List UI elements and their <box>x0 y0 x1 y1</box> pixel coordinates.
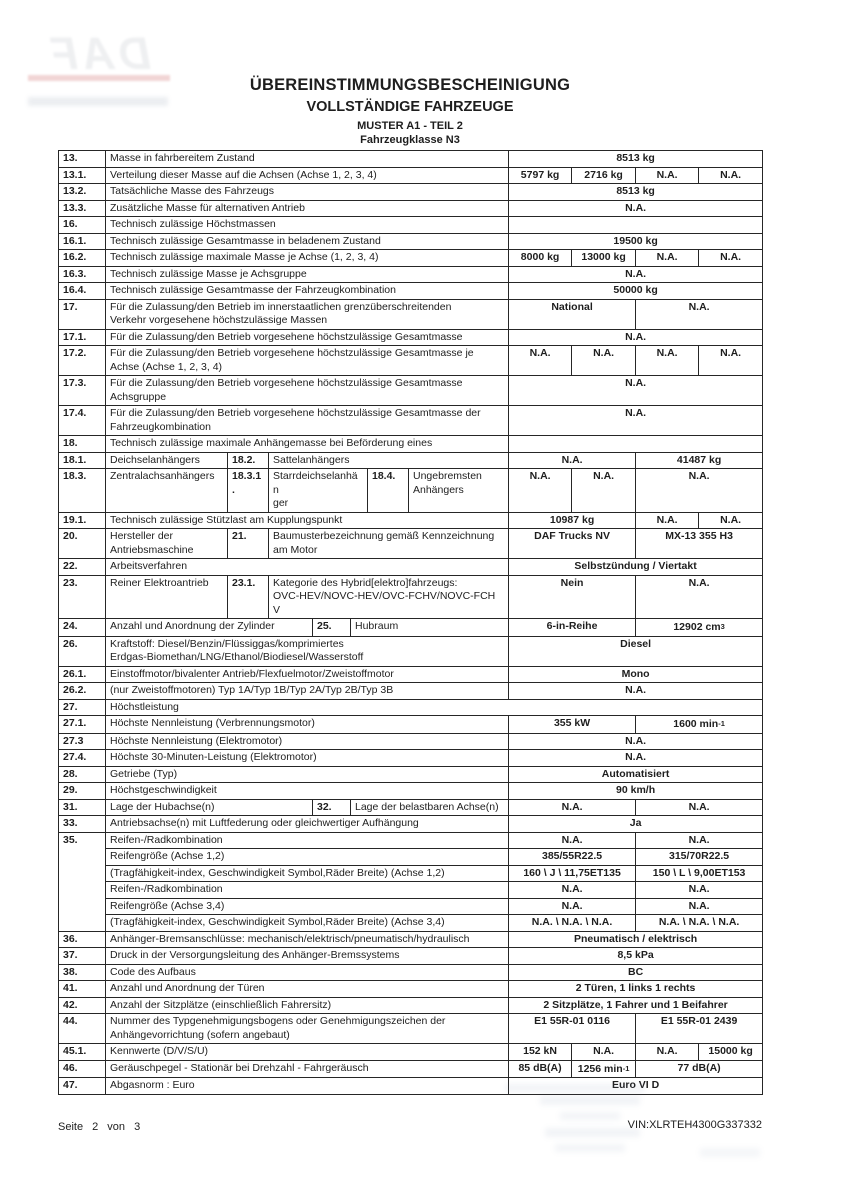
row-number-cell: 35. <box>59 832 106 931</box>
table-row <box>59 964 763 981</box>
table-row <box>59 666 763 683</box>
table-row <box>59 766 763 783</box>
row-label-cell: Für die Zulassung/den Betrieb im innerstaatlichen grenzüberschreitenden Verkehr vorgesehene höchstzulässige Massen <box>106 299 509 329</box>
value-cell: 2 Sitzplätze, 1 Fahrer und 1 Beifahrer <box>509 997 763 1014</box>
value-cell: 1256 min-1 <box>572 1060 636 1078</box>
table-row <box>59 346 763 376</box>
table-row <box>59 575 763 619</box>
row-label-cell: Nummer des Typgenehmigungsbogens oder Genehmigungszeichen der Anhängevorrichtung (sofern angebaut) <box>106 1014 509 1044</box>
value-cell: N.A. <box>572 469 636 513</box>
row-number-cell: 41. <box>59 981 106 998</box>
table-row <box>59 329 763 346</box>
value-cell: N.A. <box>509 376 763 406</box>
table-row <box>59 931 763 948</box>
row-label-cell: Technisch zulässige Masse je Achsgruppe <box>106 266 509 283</box>
value-cell: N.A. <box>572 346 636 376</box>
value-cell: BC <box>509 964 763 981</box>
row-number-cell: 17.2. <box>59 346 106 376</box>
row-number-cell: 26. <box>59 636 106 666</box>
row-number-cell: 21. <box>228 529 269 559</box>
table-row <box>59 915 763 932</box>
value-cell: N.A. <box>509 469 572 513</box>
value-cell: DAF Trucks NV <box>509 529 636 559</box>
row-label-cell: Technisch zulässige maximale Anhängemasse bei Beförderung eines <box>106 436 509 453</box>
row-number-cell: 26.1. <box>59 666 106 683</box>
value-cell: N.A. <box>509 406 763 436</box>
table-row <box>59 1014 763 1044</box>
table-row <box>59 683 763 700</box>
value-cell: Mono <box>509 666 763 683</box>
row-number-cell: 16.4. <box>59 283 106 300</box>
stamp-smudge <box>555 1144 625 1152</box>
row-number-cell: 44. <box>59 1014 106 1044</box>
row-label-cell: Höchstleistung <box>106 699 763 716</box>
row-number-cell: 22. <box>59 559 106 576</box>
value-cell: N.A. <box>509 750 763 767</box>
value-cell: Nein <box>509 575 636 619</box>
row-number-cell: 17.3. <box>59 376 106 406</box>
daf-logo-watermark: DAF <box>46 28 152 79</box>
value-cell: 5797 kg <box>509 167 572 184</box>
table-row <box>59 184 763 201</box>
value-cell: N.A. <box>509 452 636 469</box>
row-number-cell: 33. <box>59 816 106 833</box>
value-cell: N.A. <box>699 346 763 376</box>
value-cell: N.A. <box>509 346 572 376</box>
row-number-cell: 16.2. <box>59 250 106 267</box>
table-row <box>59 799 763 816</box>
row-number-cell: 26.2. <box>59 683 106 700</box>
table-row <box>59 981 763 998</box>
page-indicator: Seite 2 von 3 <box>58 1121 141 1133</box>
superscript: 3 <box>720 622 725 631</box>
document-header <box>58 76 762 147</box>
row-number-cell: 18.3. <box>59 469 106 513</box>
row-number-cell: 36. <box>59 931 106 948</box>
row-label-cell: Lage der Hubachse(n) <box>106 799 313 816</box>
stamp-smudge <box>505 1084 645 1092</box>
row-label-cell: (nur Zweistoffmotoren) Typ 1A/Typ 1B/Typ 2A/Typ 2B/Typ 3B <box>106 683 509 700</box>
value-cell: 8,5 kPa <box>509 948 763 965</box>
superscript: -1 <box>622 1063 630 1073</box>
row-label-cell: Baumusterbezeichnung gemäß Kennzeichnung am Motor <box>269 529 509 559</box>
table-row <box>59 299 763 329</box>
value-cell: 8513 kg <box>509 151 763 168</box>
table-row <box>59 636 763 666</box>
row-number-cell: 47. <box>59 1078 106 1095</box>
table-row <box>59 151 763 168</box>
table-row <box>59 997 763 1014</box>
row-number-cell: 16. <box>59 217 106 234</box>
table-row <box>59 250 763 267</box>
row-label-cell: Tatsächliche Masse des Fahrzeugs <box>106 184 509 201</box>
vin-text: VIN:XLRTEH4300G337332 <box>627 1119 762 1131</box>
value-cell: 385/55R22.5 <box>509 849 636 866</box>
row-number-cell: 42. <box>59 997 106 1014</box>
table-row <box>59 816 763 833</box>
row-label-cell: Technisch zulässige Stützlast am Kupplungspunkt <box>106 512 509 529</box>
table-row <box>59 469 763 513</box>
value-cell: Pneumatisch / elektrisch <box>509 931 763 948</box>
value-cell: N.A. <box>636 799 763 816</box>
vehicle-class-line: Fahrzeugklasse N3 <box>360 134 460 147</box>
coc-table-body <box>59 151 763 1095</box>
row-number-cell: 17.4. <box>59 406 106 436</box>
row-label-cell: Hersteller der Antriebsmaschine <box>106 529 228 559</box>
value-cell: 160 \ J \ 11,75ET135 <box>509 865 636 882</box>
value-cell: 150 \ L \ 9,00ET153 <box>636 865 763 882</box>
value-cell: N.A. <box>572 1044 636 1061</box>
row-label-cell: Geräuschpegel - Stationär bei Drehzahl - Fahrgeräusch <box>106 1060 509 1078</box>
row-number-cell: 20. <box>59 529 106 559</box>
row-number-cell: 28. <box>59 766 106 783</box>
row-label-cell: Zusätzliche Masse für alternativen Antrieb <box>106 200 509 217</box>
row-label-cell: Reiner Elektroantrieb <box>106 575 228 619</box>
table-row <box>59 376 763 406</box>
row-number-cell: 32. <box>313 799 351 816</box>
row-number-cell: 31. <box>59 799 106 816</box>
row-label-cell: Reifengröße (Achse 3,4) <box>106 898 509 915</box>
value-cell: N.A. <box>509 898 636 915</box>
row-label-cell: Kraftstoff: Diesel/Benzin/Flüssiggas/komprimiertes Erdgas-Biomethan/LNG/Ethanol/Biodiesel/Wasserstoff <box>106 636 509 666</box>
page-subtitle: VOLLSTÄNDIGE FAHRZEUGE <box>306 98 514 115</box>
row-label-cell: Für die Zulassung/den Betrieb vorgesehene höchstzulässige Gesamtmasse je Achse (Achse 1, 2, 3, 4) <box>106 346 509 376</box>
row-number-cell: 25. <box>313 619 351 637</box>
row-number-cell: 13.2. <box>59 184 106 201</box>
value-cell: N.A. <box>509 799 636 816</box>
row-label-cell: Code des Aufbaus <box>106 964 509 981</box>
row-label-cell: Abgasnorm : Euro <box>106 1078 509 1095</box>
value-cell <box>509 217 763 234</box>
value-cell: 15000 kg <box>699 1044 763 1061</box>
row-label-cell: Zentralachsanhängers <box>106 469 228 513</box>
row-label-cell: Für die Zulassung/den Betrieb vorgesehene höchstzulässige Gesamtmasse Achsgruppe <box>106 376 509 406</box>
value-cell: N.A. <box>636 898 763 915</box>
row-label-cell: Für die Zulassung/den Betrieb vorgesehene höchstzulässige Gesamtmasse der Fahrzeugkombination <box>106 406 509 436</box>
value-cell: 315/70R22.5 <box>636 849 763 866</box>
row-label-cell: Arbeitsverfahren <box>106 559 509 576</box>
table-row <box>59 865 763 882</box>
row-number-cell: 19.1. <box>59 512 106 529</box>
value-cell: 2 Türen, 1 links 1 rechts <box>509 981 763 998</box>
value-cell: N.A. <box>509 266 763 283</box>
value-cell: 12902 cm3 <box>636 619 763 637</box>
table-row <box>59 200 763 217</box>
table-row <box>59 266 763 283</box>
row-label-cell: Anzahl und Anordnung der Zylinder <box>106 619 313 637</box>
row-label-cell: Anzahl der Sitzplätze (einschließlich Fahrersitz) <box>106 997 509 1014</box>
value-cell: 10987 kg <box>509 512 636 529</box>
value-cell: N.A. <box>509 329 763 346</box>
value-cell: N.A. <box>636 250 699 267</box>
value-cell: Ja <box>509 816 763 833</box>
value-cell: 355 kW <box>509 716 636 734</box>
coc-table <box>58 150 763 1095</box>
value-cell: 8000 kg <box>509 250 572 267</box>
table-row <box>59 699 763 716</box>
value-cell: Automatisiert <box>509 766 763 783</box>
value-cell: N.A. <box>699 250 763 267</box>
table-row <box>59 733 763 750</box>
row-label-cell: (Tragfähigkeit-index, Geschwindigkeit Symbol,Räder Breite) (Achse 1,2) <box>106 865 509 882</box>
row-label-cell: Antriebsachse(n) mit Luftfederung oder gleichwertiger Aufhängung <box>106 816 509 833</box>
superscript: -1 <box>718 719 725 728</box>
row-number-cell: 23.1. <box>228 575 269 619</box>
value-cell <box>509 436 763 453</box>
row-label-cell: Technisch zulässige Gesamtmasse in beladenem Zustand <box>106 233 509 250</box>
value-cell: N.A. <box>636 882 763 899</box>
row-label-cell: Deichselanhängers <box>106 452 228 469</box>
row-label-cell: Druck in der Versorgungsleitung des Anhänger-Bremssystems <box>106 948 509 965</box>
row-label-cell: Höchste Nennleistung (Verbrennungsmotor) <box>106 716 509 734</box>
value-cell: 85 dB(A) <box>509 1060 572 1078</box>
table-row <box>59 217 763 234</box>
row-label-cell: Technisch zulässige Gesamtmasse der Fahrzeugkombination <box>106 283 509 300</box>
value-cell: 77 dB(A) <box>636 1060 763 1078</box>
row-number-cell: 16.3. <box>59 266 106 283</box>
row-number-cell: 16.1. <box>59 233 106 250</box>
table-row <box>59 849 763 866</box>
row-label-cell: Anzahl und Anordnung der Türen <box>106 981 509 998</box>
table-row <box>59 167 763 184</box>
row-number-cell: 37. <box>59 948 106 965</box>
table-row <box>59 1078 763 1095</box>
row-label-cell: Kategorie des Hybrid[elektro]fahrzeugs: OVC-HEV/NOVC-HEV/OVC-FCHV/NOVC-FCH V <box>269 575 509 619</box>
row-label-cell: Höchste Nennleistung (Elektromotor) <box>106 733 509 750</box>
value-cell: N.A. <box>699 167 763 184</box>
stamp-smudge <box>545 1128 640 1137</box>
row-number-cell: 45.1. <box>59 1044 106 1061</box>
row-label-cell: Reifen-/Radkombination <box>106 832 509 849</box>
stamp-smudge <box>540 1096 640 1105</box>
value-cell: 1600 min-1 <box>636 716 763 734</box>
row-number-cell: 13.3. <box>59 200 106 217</box>
row-label-cell: Technisch zulässige maximale Masse je Achse (1, 2, 3, 4) <box>106 250 509 267</box>
value-cell: N.A. <box>636 299 763 329</box>
row-number-cell: 18.4. <box>368 469 409 513</box>
row-label-cell: Hubraum <box>351 619 509 637</box>
table-row <box>59 882 763 899</box>
row-number-cell: 18.3.1. <box>228 469 269 513</box>
value-cell: 152 kN <box>509 1044 572 1061</box>
row-number-cell: 27.1. <box>59 716 106 734</box>
muster-line: MUSTER A1 - TEIL 2 <box>357 119 463 132</box>
value-cell: 19500 kg <box>509 233 763 250</box>
value-cell: National <box>509 299 636 329</box>
value-cell: N.A. <box>509 832 636 849</box>
value-cell: N.A. <box>699 512 763 529</box>
row-label-cell: Kennwerte (D/V/S/U) <box>106 1044 509 1061</box>
table-row <box>59 1060 763 1078</box>
row-label-cell: Für die Zulassung/den Betrieb vorgesehene höchstzulässige Gesamtmasse <box>106 329 509 346</box>
row-label-cell: Reifengröße (Achse 1,2) <box>106 849 509 866</box>
table-row <box>59 716 763 734</box>
row-number-cell: 18.1. <box>59 452 106 469</box>
table-row <box>59 452 763 469</box>
row-number-cell: 13.1. <box>59 167 106 184</box>
value-cell: N.A. <box>636 346 699 376</box>
value-cell: 2716 kg <box>572 167 636 184</box>
row-label-cell: Getriebe (Typ) <box>106 766 509 783</box>
stamp-smudge <box>700 1148 760 1157</box>
value-cell: 41487 kg <box>636 452 763 469</box>
row-number-cell: 17.1. <box>59 329 106 346</box>
row-label-cell: Verteilung dieser Masse auf die Achsen (Achse 1, 2, 3, 4) <box>106 167 509 184</box>
value-cell: N.A. <box>636 832 763 849</box>
table-row <box>59 948 763 965</box>
row-number-cell: 18.2. <box>228 452 269 469</box>
table-row <box>59 559 763 576</box>
page-title: ÜBEREINSTIMMUNGSBESCHEINIGUNG <box>249 76 571 94</box>
row-label-cell: Lage der belastbaren Achse(n) <box>351 799 509 816</box>
value-cell: 8513 kg <box>509 184 763 201</box>
value-cell: Selbstzündung / Viertakt <box>509 559 763 576</box>
table-row <box>59 512 763 529</box>
value-cell: N.A. \ N.A. \ N.A. <box>509 915 636 932</box>
row-number-cell: 17. <box>59 299 106 329</box>
table-row <box>59 233 763 250</box>
row-number-cell: 46. <box>59 1060 106 1078</box>
table-row <box>59 529 763 559</box>
value-cell: E1 55R-01 2439 <box>636 1014 763 1044</box>
table-row <box>59 283 763 300</box>
row-number-cell: 24. <box>59 619 106 637</box>
value-cell: E1 55R-01 0116 <box>509 1014 636 1044</box>
row-number-cell: 27.3 <box>59 733 106 750</box>
row-label-cell: Höchste 30-Minuten-Leistung (Elektromotor) <box>106 750 509 767</box>
row-number-cell: 27.4. <box>59 750 106 767</box>
row-label-cell: Sattelanhängers <box>269 452 509 469</box>
row-label-cell: Technisch zulässige Höchstmassen <box>106 217 509 234</box>
table-row <box>59 1044 763 1061</box>
table-row <box>59 436 763 453</box>
value-cell: N.A. \ N.A. \ N.A. <box>636 915 763 932</box>
value-cell: N.A. <box>636 512 699 529</box>
row-label-cell: Ungebremsten Anhängers <box>409 469 509 513</box>
row-label-cell: Höchstgeschwindigkeit <box>106 783 509 800</box>
value-cell: Diesel <box>509 636 763 666</box>
stamp-smudge <box>560 1112 620 1120</box>
table-row <box>59 406 763 436</box>
value-cell: N.A. <box>509 683 763 700</box>
row-label-cell: (Tragfähigkeit-index, Geschwindigkeit Symbol,Räder Breite) (Achse 3,4) <box>106 915 509 932</box>
row-number-cell: 29. <box>59 783 106 800</box>
table-row <box>59 898 763 915</box>
value-cell: Euro VI D <box>509 1078 763 1095</box>
row-label-cell: Starrdeichselanhän ger <box>269 469 368 513</box>
table-row <box>59 832 763 849</box>
value-cell: 6-in-Reihe <box>509 619 636 637</box>
value-cell: N.A. <box>509 733 763 750</box>
table-row <box>59 783 763 800</box>
table-row <box>59 750 763 767</box>
row-number-cell: 18. <box>59 436 106 453</box>
table-row <box>59 619 763 637</box>
value-cell: 90 km/h <box>509 783 763 800</box>
value-cell: N.A. <box>636 469 763 513</box>
value-cell: MX-13 355 H3 <box>636 529 763 559</box>
row-number-cell: 38. <box>59 964 106 981</box>
value-cell: N.A. <box>636 167 699 184</box>
row-number-cell: 13. <box>59 151 106 168</box>
row-label-cell: Einstoffmotor/bivalenter Antrieb/Flexfuelmotor/Zweistoffmotor <box>106 666 509 683</box>
value-cell: 50000 kg <box>509 283 763 300</box>
row-label-cell: Reifen-/Radkombination <box>106 882 509 899</box>
value-cell: N.A. <box>509 200 763 217</box>
value-cell: N.A. <box>636 1044 699 1061</box>
row-label-cell: Masse in fahrbereitem Zustand <box>106 151 509 168</box>
row-label-cell: Anhänger-Bremsanschlüsse: mechanisch/elektrisch/pneumatisch/hydraulisch <box>106 931 509 948</box>
value-cell: N.A. <box>509 882 636 899</box>
value-cell: 13000 kg <box>572 250 636 267</box>
row-number-cell: 27. <box>59 699 106 716</box>
row-number-cell: 23. <box>59 575 106 619</box>
value-cell: N.A. <box>636 575 763 619</box>
